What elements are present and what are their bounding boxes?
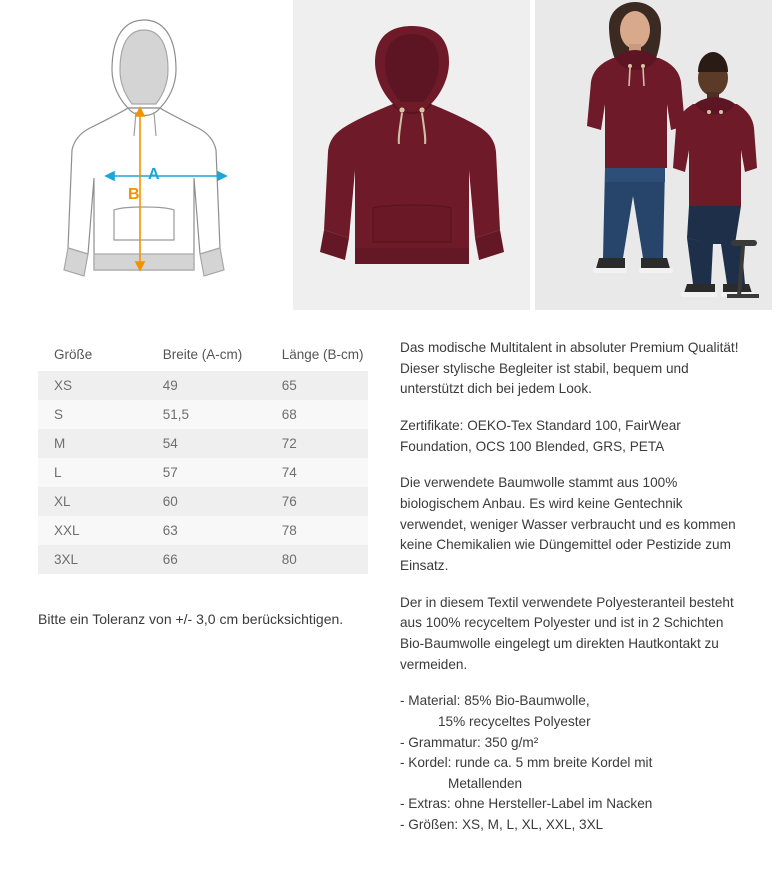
column-header-length: Länge (B-cm) [266,338,368,371]
table-header-row [38,338,368,371]
cell-width: 63 [147,516,266,545]
hoodie-product-illustration [307,20,517,290]
product-image-gallery [0,0,777,310]
cell-size: 3XL [38,545,147,574]
hoodie-technical-drawing [44,8,244,298]
spec-kordel-line-1: - Kordel: runde ca. 5 mm breite Kordel mit [400,755,653,771]
cell-size: M [38,429,147,458]
cell-size: XS [38,371,147,400]
table-row [38,429,368,458]
cell-width: 49 [147,371,266,400]
description-paragraph-certificates: Zertifikate: OEKO-Tex Standard 100, FairWear Foundation, OCS 100 Blended, GRS, PETA [400,417,681,454]
description-paragraph-polyester: Der in diesem Textil verwendete Polyesteranteil besteht aus 100% recyceltem Polyester und ist in 2 Schichten Bio-Baumwolle eingelegt um direkten Hautkontakt zu vermeiden. [400,594,734,672]
description-paragraph-intro: Das modische Multitalent in absoluter Premium Qualität! Dieser stylische Begleiter ist stabil, bequem und unterstützt dich bei jedem Look. [400,340,739,397]
table-row [38,487,368,516]
size-chart-column [0,338,400,836]
cell-width: 54 [147,429,266,458]
table-row [38,400,368,429]
cell-length: 68 [266,400,368,429]
cell-width: 51,5 [147,400,266,429]
cell-size: XXL [38,516,147,545]
cell-size: XL [38,487,147,516]
models-illustration [535,0,772,310]
cell-width: 66 [147,545,266,574]
product-description [400,338,747,836]
product-photo-panel [293,0,530,310]
spec-material-line-2 [400,712,747,733]
cell-width: 57 [147,458,266,487]
table-row [38,545,368,574]
cell-length: 80 [266,545,368,574]
tolerance-note: Bitte ein Toleranz von +/- 3,0 cm berücksichtigen. [38,611,344,627]
spec-material-line-1: - Material: 85% Bio-Baumwolle, [400,693,590,709]
cell-length: 72 [266,429,368,458]
description-paragraph-cotton: Die verwendete Baumwolle stammt aus 100% biologischem Anbau. Es wird keine Gentechnik verwendet, weniger Wasser verbraucht und es kommen keine Chemikalien wie Düngemittel oder Pestizide zum Einsatz. [400,475,736,573]
hoodie-line-art-icon [44,8,244,298]
spec-extras: - Extras: ohne Hersteller-Label im Nacken [400,796,653,812]
cell-length: 78 [266,516,368,545]
table-row [38,371,368,400]
size-chart-table [38,338,368,574]
two-models-wearing-hoodies-photo [535,0,772,310]
burgundy-hoodie-product-photo [307,20,517,295]
description-column [400,338,777,836]
cell-length: 65 [266,371,368,400]
spec-kordel-line-2 [400,774,747,795]
table-row [38,516,368,545]
spec-kordel-line-2-text: Metallenden [448,775,523,791]
cell-length: 74 [266,458,368,487]
cell-size: S [38,400,147,429]
model-photo-panel [535,0,772,310]
spec-grammatur: - Grammatur: 350 g/m² [400,734,539,750]
product-details-section [0,310,777,836]
dimension-b-label: B [128,186,140,203]
technical-drawing-panel [0,0,288,310]
table-row [38,458,368,487]
cell-width: 60 [147,487,266,516]
column-header-size: Größe [38,338,147,371]
column-header-width: Breite (A-cm) [147,338,266,371]
cell-length: 76 [266,487,368,516]
dimension-a-label: A [148,166,160,183]
spec-groessen: - Größen: XS, M, L, XL, XXL, 3XL [400,817,604,833]
spec-material-line-2-text: 15% recyceltes Polyester [438,713,591,729]
cell-size: L [38,458,147,487]
